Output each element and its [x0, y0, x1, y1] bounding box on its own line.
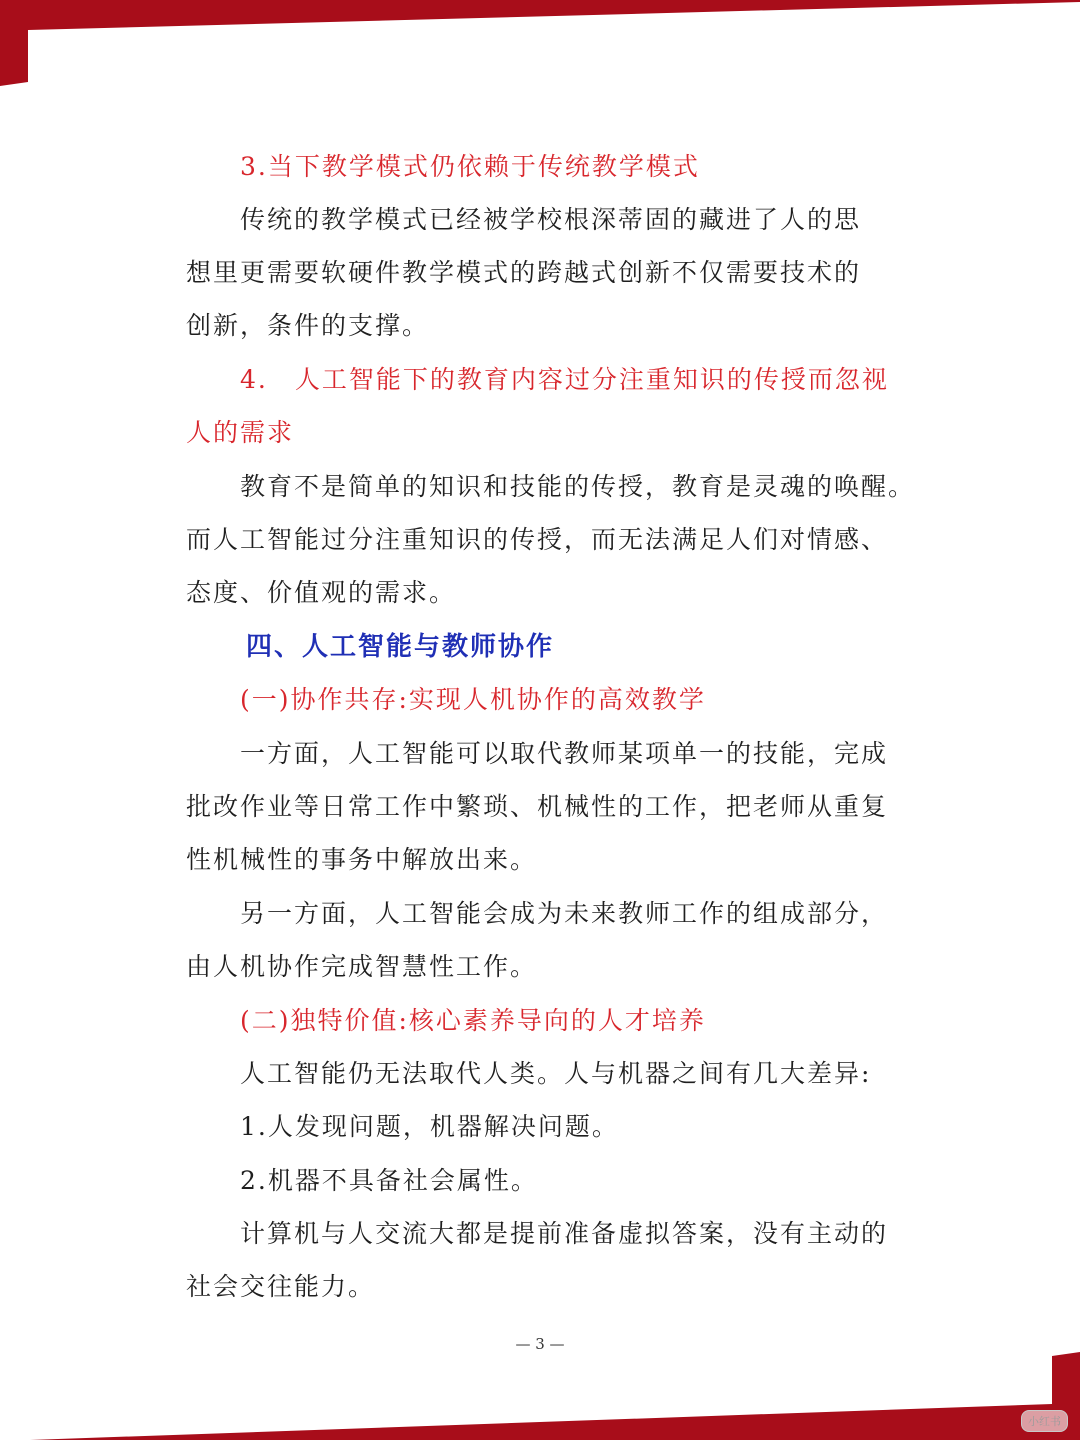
paragraph-line: 态度、价值观的需求。 — [186, 578, 457, 607]
paragraph-line: 人工智能仍无法取代人类。人与机器之间有几大差异: — [240, 1059, 872, 1088]
paragraph-line: 社会交往能力。 — [186, 1272, 376, 1301]
paragraph-line: 传统的教学模式已经被学校根深蒂固的藏进了人的思 — [240, 205, 862, 234]
watermark-logo: 小红书 — [1021, 1410, 1068, 1432]
paragraph-line: 教育不是简单的知识和技能的传授，教育是灵魂的唤醒。 — [240, 472, 916, 501]
subheading-4: 4. 人工智能下的教育内容过分注重知识的传授而忽视 — [240, 365, 889, 394]
paragraph-line: 批改作业等日常工作中繁琐、机械性的工作，把老师从重复 — [186, 792, 889, 821]
paragraph-line: 想里更需要软硬件教学模式的跨越式创新不仅需要技术的 — [186, 258, 862, 287]
subheading-2: (二)独特价值:核心素养导向的人才培养 — [240, 1006, 706, 1035]
paragraph-line: 创新，条件的支撑。 — [186, 311, 430, 340]
paragraph-line: 由人机协作完成智慧性工作。 — [186, 952, 538, 981]
subheading-1: (一)协作共存:实现人机协作的高效教学 — [240, 685, 706, 714]
paragraph-line: 计算机与人交流大都是提前准备虚拟答案，没有主动的 — [240, 1219, 889, 1248]
paragraph-line: 性机械性的事务中解放出来。 — [186, 845, 538, 874]
list-item: 1.人发现问题，机器解决问题。 — [240, 1112, 619, 1141]
subheading-4-cont: 人的需求 — [186, 418, 295, 447]
list-item: 2.机器不具备社会属性。 — [240, 1166, 538, 1195]
page-number: — 3 — — [515, 1335, 565, 1353]
paragraph-line: 一方面，人工智能可以取代教师某项单一的技能，完成 — [240, 739, 889, 768]
subheading-3: 3.当下教学模式仍依赖于传统教学模式 — [240, 152, 700, 181]
paragraph-line: 另一方面，人工智能会成为未来教师工作的组成部分， — [240, 899, 889, 928]
section-heading: 四、人工智能与教师协作 — [246, 632, 555, 662]
paragraph-line: 而人工智能过分注重知识的传授，而无法满足人们对情感、 — [186, 525, 889, 554]
